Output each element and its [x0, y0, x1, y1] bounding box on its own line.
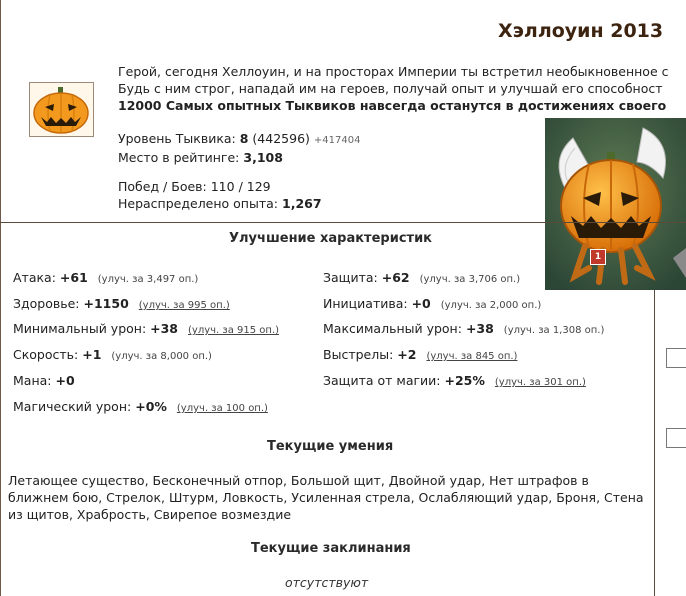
attr-max-damage: Максимальный урон: +38 (улуч. за 1,308 оп.) — [323, 321, 605, 336]
attr-attack: Атака: +61 (улуч. за 3,497 оп.) — [13, 270, 199, 285]
improve-cost: (улуч. за 3,497 оп.) — [97, 274, 199, 285]
unspent-row: Нераспределено опыта: 1,267 — [118, 196, 322, 211]
improve-magic-damage-link[interactable]: (улуч. за 100 оп.) — [176, 403, 268, 414]
improve-heading: Улучшение характеристик — [229, 231, 432, 246]
intro-line: Герой, сегодня Хеллоуин, и на просторах Империи ты встретил необыкновенное с — [118, 64, 669, 79]
wins-value: 110 / 129 — [210, 179, 271, 194]
improve-health-link[interactable]: (улуч. за 995 оп.) — [138, 300, 230, 311]
page-title: Хэллоуин 2013 — [498, 20, 664, 42]
side-box — [666, 428, 686, 448]
pumpkin-avatar — [29, 82, 94, 137]
divider — [654, 290, 655, 596]
attr-defense: Защита: +62 (улуч. за 3,706 оп.) — [323, 270, 521, 285]
attr-min-damage: Минимальный урон: +38 (улуч. за 915 оп.) — [13, 321, 280, 336]
level-delta: +417404 — [313, 135, 361, 146]
level-value: 8 — [239, 131, 249, 146]
rank-row: Место в рейтинге: 3,108 — [118, 150, 283, 165]
pumpkin-icon — [30, 83, 93, 136]
attr-value: +1 — [82, 347, 102, 362]
attr-initiative: Инициатива: +0 (улуч. за 2,000 оп.) — [323, 296, 542, 311]
attr-value: +61 — [59, 270, 88, 285]
attr-value: +0% — [135, 399, 167, 414]
attr-shots: Выстрелы: +2 (улуч. за 845 оп.) — [323, 347, 518, 362]
level-exp: (442596) — [252, 131, 310, 146]
attr-value: +25% — [444, 373, 485, 388]
wins-row: Побед / Боев: 110 / 129 — [118, 179, 271, 194]
unspent-value: 1,267 — [282, 196, 322, 211]
skills-heading: Текущие умения — [267, 439, 394, 454]
improve-cost: (улуч. за 2,000 оп.) — [440, 300, 542, 311]
intro-text — [118, 63, 668, 114]
divider — [0, 222, 686, 223]
attr-value: +1150 — [83, 296, 129, 311]
spells-heading: Текущие заклинания — [251, 541, 411, 556]
attr-speed: Скорость: +1 (улуч. за 8,000 оп.) — [13, 347, 212, 362]
improve-shots-link[interactable]: (улуч. за 845 оп.) — [426, 351, 518, 362]
improve-magic-defense-link[interactable]: (улуч. за 301 оп.) — [494, 377, 586, 388]
winged-pumpkin-icon — [545, 118, 686, 290]
improve-cost: (улуч. за 3,706 оп.) — [419, 274, 521, 285]
spells-list: отсутствуют — [285, 575, 369, 590]
pumpkin-stats — [118, 130, 360, 212]
intro-line: Будь с ним строг, нападай им на героев, получай опыт и улучшай его способност — [118, 81, 663, 96]
rank-value: 3,108 — [243, 150, 283, 165]
improve-cost: (улуч. за 8,000 оп.) — [111, 351, 212, 362]
improve-min-damage-link[interactable]: (улуч. за 915 оп.) — [188, 325, 280, 336]
attr-value: +0 — [55, 373, 75, 388]
attr-magic-defense: Защита от магии: +25% (улуч. за 301 оп.) — [323, 373, 586, 388]
attr-mana: Мана: +0 — [13, 373, 75, 388]
attr-value: +2 — [397, 347, 417, 362]
attr-health: Здоровье: +1150 (улуч. за 995 оп.) — [13, 296, 230, 311]
attr-magic-damage: Магический урон: +0% (улуч. за 100 оп.) — [13, 399, 268, 414]
attr-value: +62 — [381, 270, 410, 285]
attr-value: +38 — [465, 321, 494, 336]
stack-count-badge: 1 — [590, 249, 606, 265]
skills-list: Летающее существо, Бесконечный отпор, Большой щит, Двойной удар, Нет штрафов в ближнем бою, Стрелок, Штурм, Ловкость, Усиленная стрела, Ослабляющий удар, Броня, Стена из щитов, Храбрость, Свирепое возмездие — [8, 473, 644, 522]
level-row: Уровень Тыквика: 8 (442596) +417404 — [118, 131, 361, 146]
side-box — [666, 348, 686, 368]
attr-value: +0 — [411, 296, 431, 311]
improve-cost: (улуч. за 1,308 оп.) — [503, 325, 605, 336]
attr-value: +38 — [150, 321, 179, 336]
intro-line: 12000 Самых опытных Тыквиков навсегда останутся в достижениях своего — [118, 98, 667, 113]
creature-battle-image — [545, 118, 686, 290]
